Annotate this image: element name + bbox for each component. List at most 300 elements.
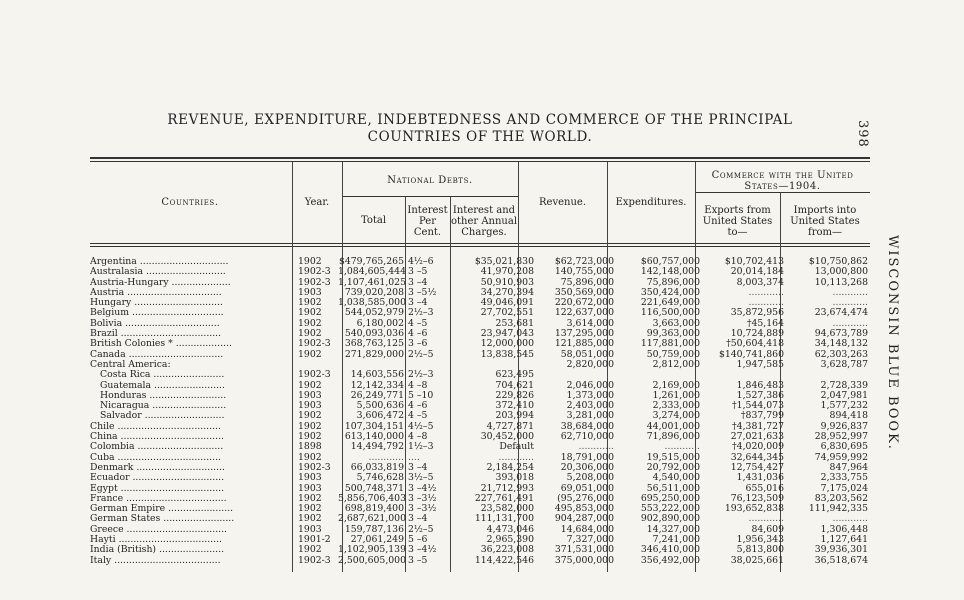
revenue-cell: 2,820,000 <box>566 358 614 370</box>
imports-cell: ............ <box>832 317 868 329</box>
interest-rate-cell: 3 –5 <box>408 266 428 278</box>
header-bottom-rule <box>90 243 870 244</box>
country-name: Salvador ........................... <box>100 411 225 422</box>
annual-charges-cell: 23,582,000 <box>480 503 534 515</box>
year-cell: 1902 <box>298 492 322 504</box>
expenditures-cell: 1,261,000 <box>652 389 700 401</box>
country-name: India (British) ...................... <box>90 545 225 556</box>
debt-total-cell: 3,606,472 <box>356 410 404 422</box>
annual-charges-cell: 13,838,545 <box>480 348 534 360</box>
imports-cell: 83,203,562 <box>814 492 868 504</box>
debt-total-cell: 14,494,792 <box>350 441 404 453</box>
expenditures-cell: 142,148,000 <box>640 266 700 278</box>
expenditures-cell: 346,410,000 <box>640 544 700 556</box>
header-national-debts: National Debts. <box>387 175 473 186</box>
header-expenditures: Expenditures. <box>615 197 687 208</box>
interest-rate-cell: 3½–5 <box>408 472 434 484</box>
country-name: Australasia ........................... <box>90 267 226 278</box>
revenue-cell: 14,684,000 <box>560 523 614 535</box>
country-name: Argentina .............................. <box>90 257 229 267</box>
year-cell: 1902 <box>298 256 322 267</box>
debts-under-rule <box>342 196 518 197</box>
interest-rate-cell: 4 –5 <box>408 410 428 422</box>
debt-total-cell: 368,763,125 <box>344 338 404 350</box>
imports-cell: 10,113,268 <box>814 276 868 288</box>
imports-cell: 6,830,695 <box>820 441 868 453</box>
country-name: Guatemala ........................ <box>100 380 225 391</box>
debt-total-cell: 6,180,002 <box>356 317 404 329</box>
exports-cell: 1,527,386 <box>736 389 784 401</box>
revenue-cell: 137,295,000 <box>554 328 614 340</box>
page-number: 398 <box>855 120 870 148</box>
annual-charges-cell: 23,947,043 <box>480 328 534 340</box>
country-name: Austria-Hungary .................... <box>90 277 231 288</box>
header-interest-rate-line: Per <box>419 216 436 227</box>
expenditures-cell: 99,363,000 <box>646 328 700 340</box>
debt-total-cell: 12,142,334 <box>350 379 404 391</box>
annual-charges-cell: 114,422,546 <box>474 554 534 566</box>
interest-rate-cell: 3 –3½ <box>408 503 437 515</box>
country-name: Egypt ................................... <box>90 483 225 494</box>
year-cell: 1902 <box>298 513 322 525</box>
header-countries: Countries. <box>161 197 219 208</box>
revenue-cell: 375,000,000 <box>554 554 614 566</box>
revenue-cell: 904,287,000 <box>554 513 614 525</box>
annual-charges-cell: 203,994 <box>495 410 534 422</box>
revenue-cell: 121,885,000 <box>554 338 614 350</box>
exports-cell: 193,652,838 <box>724 503 784 515</box>
country-name: German Empire ...................... <box>90 504 234 515</box>
country-name: Denmark .............................. <box>90 462 225 473</box>
table-body <box>90 257 870 566</box>
header-imports-line: United States <box>790 216 860 227</box>
year-cell: 1898 <box>298 441 322 453</box>
expenditures-cell: 553,222,000 <box>640 503 700 515</box>
interest-rate-cell: 1½–3 <box>408 441 434 453</box>
country-name: Greece .................................. <box>90 524 228 535</box>
table-row <box>90 473 870 483</box>
country-name: Bolivia ................................ <box>90 318 220 329</box>
annual-charges-cell: Default <box>499 441 534 453</box>
revenue-cell: 371,531,000 <box>554 544 614 556</box>
revenue-cell: 350,569,000 <box>554 286 614 298</box>
header-commerce-line: States—1904. <box>744 181 821 192</box>
header-annual-charges <box>450 205 518 238</box>
header-exports-line: United States <box>702 216 773 227</box>
debt-total-cell: 1,102,905,139 <box>338 544 407 556</box>
country-name: China ................................... <box>90 432 224 443</box>
table-row <box>90 360 870 370</box>
debt-total-cell: 613,140,000 <box>344 431 404 443</box>
imports-cell: 28,952,997 <box>814 431 868 443</box>
interest-rate-cell: 2½–3 <box>408 369 434 381</box>
interest-rate-cell: 3 –5½ <box>408 286 437 298</box>
exports-cell: ............ <box>748 513 784 525</box>
country-name: Hungary .............................. <box>90 298 223 309</box>
country-name: Honduras .......................... <box>100 390 227 401</box>
annual-charges-cell: 2,965,390 <box>486 534 534 546</box>
revenue-cell: 69,051,000 <box>560 482 614 494</box>
exports-cell: 20,014,184 <box>730 266 784 278</box>
exports-cell: 1,947,585 <box>736 358 784 370</box>
top-rule-thin <box>90 161 870 162</box>
revenue-cell: 3,614,000 <box>566 317 614 329</box>
exports-cell: 5,813,800 <box>736 544 784 556</box>
exports-cell: †4,020,009 <box>732 441 784 453</box>
expenditures-cell: 2,169,000 <box>652 379 700 391</box>
expenditures-cell: ............ <box>664 441 700 453</box>
expenditures-cell: 56,511,000 <box>646 482 700 494</box>
imports-cell: ............ <box>832 513 868 525</box>
header-year: Year. <box>304 197 330 208</box>
header-exports <box>695 205 780 238</box>
imports-cell: 847,964 <box>829 461 868 473</box>
interest-rate-cell: 4 –6 <box>408 328 428 340</box>
country-name: Chile ................................... <box>90 421 221 432</box>
header-exports-line: to— <box>727 227 748 238</box>
imports-cell: 2,728,339 <box>820 379 868 391</box>
country-name: German States ........................ <box>90 514 235 525</box>
interest-rate-cell: 2½–5 <box>408 523 434 535</box>
expenditures-cell: 350,424,000 <box>640 286 700 298</box>
imports-cell: $10,750,862 <box>808 256 868 267</box>
interest-rate-cell: 2½–5 <box>408 348 434 360</box>
expenditures-cell: 2,333,000 <box>652 400 700 412</box>
revenue-cell: 140,755,000 <box>554 266 614 278</box>
exports-cell: 32,644,345 <box>730 451 784 463</box>
exports-cell: †837,799 <box>740 410 784 422</box>
debt-total-cell: 1,038,585,000 <box>338 297 407 309</box>
expenditures-cell: 50,759,000 <box>646 348 700 360</box>
header-interest-rate <box>405 205 450 238</box>
annual-charges-cell: 623,495 <box>495 369 534 381</box>
exports-cell: $140,741,860 <box>718 348 784 360</box>
revenue-cell: 20,306,000 <box>560 461 614 473</box>
revenue-cell: 5,208,000 <box>566 472 614 484</box>
header-imports <box>780 205 870 238</box>
year-cell: 1903 <box>298 472 322 484</box>
debt-total-cell: 5,500,636 <box>356 400 404 412</box>
year-cell: 1902-3 <box>298 276 331 288</box>
imports-cell: 7,175,024 <box>820 482 868 494</box>
interest-rate-cell: 4 –8 <box>408 431 428 443</box>
year-cell: 1902-3 <box>298 266 331 278</box>
country-name: Nicaragua ......................... <box>100 401 227 412</box>
exports-cell: 8,003,374 <box>736 276 784 288</box>
imports-cell: 3,628,787 <box>820 358 868 370</box>
debt-total-cell: 698,819,400 <box>344 503 404 515</box>
top-rule-thick <box>90 157 870 159</box>
debt-total-cell: 2,500,605,000 <box>338 554 407 566</box>
expenditures-cell: 2,812,000 <box>652 358 700 370</box>
expenditures-cell: 19,515,000 <box>646 451 700 463</box>
interest-rate-cell: 3 –4½ <box>408 544 437 556</box>
exports-cell: 35,872,956 <box>730 307 784 319</box>
exports-cell: 76,123,509 <box>730 492 784 504</box>
debt-total-cell: 1,084,605,444 <box>338 266 407 278</box>
interest-rate-cell: .... <box>408 451 420 463</box>
year-cell: 1903 <box>298 482 322 494</box>
expenditures-cell: 75,896,000 <box>646 276 700 288</box>
country-name: British Colonies * ................... <box>90 339 232 350</box>
country-name: Cuba ................................... <box>90 452 221 463</box>
revenue-cell: 220,672,000 <box>554 297 614 309</box>
annual-charges-cell: 704,621 <box>495 379 534 391</box>
interest-rate-cell: 4 –5 <box>408 317 428 329</box>
debt-total-cell: $479,765,265 <box>338 256 404 267</box>
year-cell: 1902 <box>298 307 322 319</box>
country-name: Brazil .................................. <box>90 329 222 340</box>
debt-total-cell: 27,061,249 <box>350 534 404 546</box>
year-cell: 1902 <box>298 544 322 556</box>
exports-cell: 10,724,889 <box>730 328 784 340</box>
exports-cell: 84,609 <box>751 523 784 535</box>
header-bottom-rule-2 <box>90 246 870 247</box>
header-annual-charges-line: other Annual <box>450 216 518 227</box>
interest-rate-cell: 4 –8 <box>408 379 428 391</box>
annual-charges-cell: 30,452,000 <box>480 431 534 443</box>
interest-rate-cell: 3 –5 <box>408 554 428 566</box>
debt-total-cell: 2,687,621,000 <box>338 513 407 525</box>
interest-rate-cell: 3 –4½ <box>408 482 437 494</box>
interest-rate-cell: 4½–5 <box>408 420 434 432</box>
annual-charges-cell: 34,270,394 <box>480 286 534 298</box>
debt-total-cell: 739,020,208 <box>344 286 404 298</box>
exports-cell: 1,431,036 <box>736 472 784 484</box>
year-cell: 1903 <box>298 286 322 298</box>
exports-cell: 1,956,343 <box>736 534 784 546</box>
annual-charges-cell: 4,727,871 <box>486 420 534 432</box>
exports-cell: 12,754,427 <box>730 461 784 473</box>
header-total: Total <box>360 215 387 226</box>
annual-charges-cell: 49,046,091 <box>480 297 534 309</box>
year-cell: 1902-3 <box>298 461 331 473</box>
imports-cell: 13,000,800 <box>814 266 868 278</box>
year-cell: 1902 <box>298 297 322 309</box>
revenue-cell: 122,637,000 <box>554 307 614 319</box>
year-cell: 1902-3 <box>298 369 331 381</box>
interest-rate-cell: 4½–6 <box>408 256 434 267</box>
revenue-cell: ............ <box>578 441 614 453</box>
year-cell: 1902 <box>298 348 322 360</box>
country-name: Italy .................................... <box>90 555 221 566</box>
imports-cell: 1,306,448 <box>820 523 868 535</box>
year-cell: 1903 <box>298 400 322 412</box>
exports-cell: †45,164 <box>746 317 784 329</box>
revenue-cell: 7,327,000 <box>566 534 614 546</box>
interest-rate-cell: 5 –6 <box>408 534 428 546</box>
title-line-2: COUNTRIES OF THE WORLD. <box>367 129 593 145</box>
expenditures-cell: 20,792,000 <box>646 461 700 473</box>
title-line-1: REVENUE, EXPENDITURE, INDEBTEDNESS AND COMMERCE OF THE PRINCIPAL <box>167 112 793 128</box>
imports-cell: ............ <box>832 297 868 309</box>
interest-rate-cell: 2½–3 <box>408 307 434 319</box>
country-name: Canada ................................ <box>90 349 224 360</box>
revenue-cell: 3,281,000 <box>566 410 614 422</box>
exports-cell: ............ <box>748 297 784 309</box>
annual-charges-cell: 4,473,046 <box>486 523 534 535</box>
annual-charges-cell: 372,410 <box>495 400 534 412</box>
imports-cell: 1,577,232 <box>820 400 868 412</box>
country-name: France .................................. <box>90 493 227 504</box>
revenue-cell: 75,896,000 <box>560 276 614 288</box>
debt-total-cell: ............ <box>368 451 404 463</box>
imports-cell: 2,047,981 <box>820 389 868 401</box>
revenue-cell: $62,723,000 <box>554 256 614 267</box>
annual-charges-cell: 36,223,008 <box>480 544 534 556</box>
revenue-cell: 495,853,000 <box>554 503 614 515</box>
revenue-cell: (95,276,000 <box>557 492 614 504</box>
expenditures-cell: 4,540,000 <box>652 472 700 484</box>
country-name: Belgium ............................... <box>90 308 224 319</box>
table-row <box>90 556 870 566</box>
header-annual-charges-line: Charges. <box>461 227 507 238</box>
expenditures-cell: 117,881,000 <box>640 338 700 350</box>
header-exports-line: Exports from <box>704 205 771 216</box>
page-title <box>90 112 870 146</box>
annual-charges-cell: $35,021,830 <box>474 256 534 267</box>
header-revenue: Revenue. <box>539 197 586 208</box>
year-cell: 1901-2 <box>298 534 331 546</box>
debt-total-cell: 540,093,036 <box>344 328 404 340</box>
annual-charges-cell: ............ <box>498 451 534 463</box>
expenditures-cell: 902,890,000 <box>640 513 700 525</box>
imports-cell: 74,959,992 <box>814 451 868 463</box>
interest-rate-cell: 3 –6 <box>408 338 428 350</box>
interest-rate-cell: 4 –6 <box>408 400 428 412</box>
interest-rate-cell: 3 –3½ <box>408 492 437 504</box>
annual-charges-cell: 111,131,700 <box>474 513 534 525</box>
imports-cell: 894,418 <box>829 410 868 422</box>
revenue-cell: 38,684,000 <box>560 420 614 432</box>
interest-rate-cell: 5 –10 <box>408 389 434 401</box>
imports-cell: 23,674,474 <box>814 307 868 319</box>
year-cell: 1902 <box>298 503 322 515</box>
expenditures-cell: 7,241,000 <box>652 534 700 546</box>
exports-cell: 27,021,633 <box>730 431 784 443</box>
debt-total-cell: 500,748,371 <box>344 482 404 494</box>
imports-cell: ............ <box>832 286 868 298</box>
year-cell: 1903 <box>298 523 322 535</box>
imports-cell: 36,518,674 <box>814 554 868 566</box>
debt-total-cell: 66,033,819 <box>350 461 404 473</box>
year-cell: 1902 <box>298 420 322 432</box>
annual-charges-cell: 27,702,551 <box>480 307 534 319</box>
revenue-cell: 58,051,000 <box>560 348 614 360</box>
annual-charges-cell: 12,000,000 <box>480 338 534 350</box>
year-cell: 1902 <box>298 317 322 329</box>
expenditures-cell: 14,327,000 <box>646 523 700 535</box>
debt-total-cell: 159,787,136 <box>344 523 404 535</box>
interest-rate-cell: 3 –4 <box>408 276 428 288</box>
year-cell: 1902-3 <box>298 338 331 350</box>
year-cell: 1902 <box>298 328 322 340</box>
interest-rate-cell: 3 –4 <box>408 461 428 473</box>
country-name: Colombia ............................. <box>90 442 224 453</box>
running-title: WISCONSIN BLUE BOOK. <box>885 235 900 451</box>
year-cell: 1902 <box>298 410 322 422</box>
imports-cell: 9,926,837 <box>820 420 868 432</box>
exports-cell: 655,016 <box>745 482 784 494</box>
year-cell: 1902 <box>298 431 322 443</box>
exports-cell: †4,381,727 <box>732 420 784 432</box>
debt-total-cell: 1,107,461,025 <box>338 276 407 288</box>
year-cell: 1902 <box>298 451 322 463</box>
revenue-cell: 2,403,000 <box>566 400 614 412</box>
revenue-cell: 18,791,000 <box>560 451 614 463</box>
expenditures-cell: 71,896,000 <box>646 431 700 443</box>
debt-total-cell: 5,856,706,403 <box>338 492 407 504</box>
header-interest-rate-line: Interest <box>407 205 448 216</box>
imports-cell: 94,673,789 <box>814 328 868 340</box>
header-annual-charges-line: Interest and <box>452 205 516 216</box>
expenditures-cell: 356,492,000 <box>640 554 700 566</box>
imports-cell: 111,942,335 <box>808 503 868 515</box>
header-commerce <box>695 170 870 192</box>
year-cell: 1903 <box>298 389 322 401</box>
debt-total-cell: 26,249,771 <box>350 389 404 401</box>
country-name: Costa Rica ........................ <box>100 370 225 381</box>
country-name: Hayti ................................... <box>90 535 222 546</box>
expenditures-cell: 44,001,000 <box>646 420 700 432</box>
revenue-cell: 2,046,000 <box>566 379 614 391</box>
header-interest-rate-line: Cent. <box>413 227 442 238</box>
country-name: Central America: <box>90 359 171 370</box>
annual-charges-cell: 253,681 <box>495 317 534 329</box>
debt-total-cell: 14,603,556 <box>350 369 404 381</box>
imports-cell: 34,148,132 <box>814 338 868 350</box>
country-name: Ecuador ............................... <box>90 473 225 484</box>
expenditures-cell: $60,757,000 <box>640 256 700 267</box>
annual-charges-cell: 41,970,208 <box>480 266 534 278</box>
expenditures-cell: 3,274,000 <box>652 410 700 422</box>
interest-rate-cell: 3 –4 <box>408 513 428 525</box>
debt-total-cell: 544,052,979 <box>344 307 404 319</box>
expenditures-cell: 221,649,000 <box>640 297 700 309</box>
exports-cell: †1,544,073 <box>732 400 784 412</box>
header-imports-line: Imports into <box>793 205 857 216</box>
country-name: Austria ................................ <box>90 287 222 298</box>
exports-cell: 1,846,483 <box>736 379 784 391</box>
revenue-cell: 62,710,000 <box>560 431 614 443</box>
annual-charges-cell: 21,712,993 <box>480 482 534 494</box>
imports-cell: 62,303,263 <box>814 348 868 360</box>
annual-charges-cell: 50,910,903 <box>480 276 534 288</box>
annual-charges-cell: 393,018 <box>495 472 534 484</box>
debt-total-cell: 107,304,151 <box>344 420 404 432</box>
exports-cell: 38,025,661 <box>730 554 784 566</box>
exports-cell: ............ <box>748 286 784 298</box>
year-cell: 1902-3 <box>298 554 331 566</box>
imports-cell: 1,127,641 <box>820 534 868 546</box>
interest-rate-cell: 3 –4 <box>408 297 428 309</box>
debt-total-cell: 271,829,000 <box>344 348 404 360</box>
annual-charges-cell: 2,184,254 <box>486 461 534 473</box>
imports-cell: 39,936,301 <box>814 544 868 556</box>
expenditures-cell: 3,663,000 <box>652 317 700 329</box>
header-commerce-line: Commerce with the United <box>711 170 854 181</box>
exports-cell: †50,604,418 <box>726 338 784 350</box>
annual-charges-cell: 229,826 <box>495 389 534 401</box>
year-cell: 1902 <box>298 379 322 391</box>
header-imports-line: from— <box>808 227 842 238</box>
expenditures-cell: 116,500,000 <box>640 307 700 319</box>
debt-total-cell: 5,746,628 <box>356 472 404 484</box>
imports-cell: 2,333,755 <box>820 472 868 484</box>
revenue-cell: 1,373,000 <box>566 389 614 401</box>
exports-cell: $10,702,413 <box>724 256 784 267</box>
commerce-under-rule <box>695 192 870 193</box>
